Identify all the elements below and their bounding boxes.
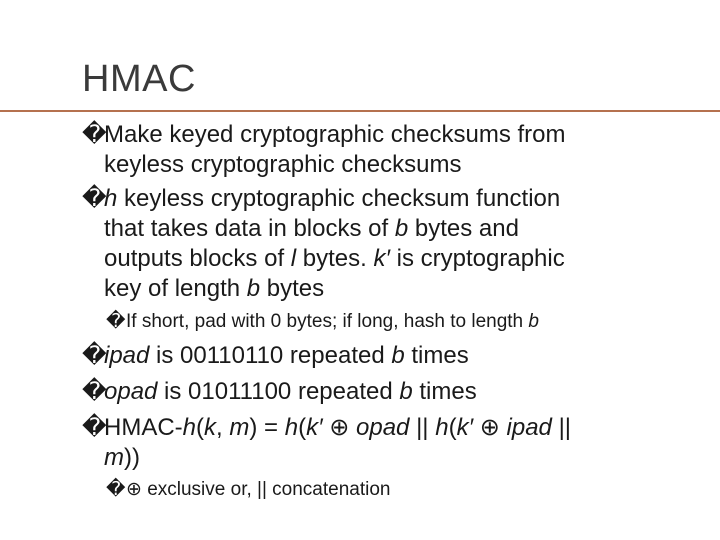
bullet-text: ||: [409, 414, 436, 441]
var-ipad: ipad: [104, 342, 150, 369]
var-k: k: [204, 414, 217, 441]
bullet-opad: [82, 377, 477, 407]
xor-symbol: ⊕: [126, 479, 142, 500]
var-b: b: [399, 378, 413, 405]
var-ipad: ipad: [506, 414, 552, 441]
bullet-text: )): [124, 444, 140, 471]
bullet-text: (: [196, 414, 205, 441]
var-opad: opad: [104, 378, 158, 405]
bullet-text: bytes.: [296, 245, 374, 272]
var-b: b: [394, 215, 409, 242]
var-h: h: [182, 414, 197, 441]
bullet-text: keyless cryptographic checksums: [104, 151, 462, 178]
bullet-text: bytes and: [408, 215, 519, 242]
var-h: h: [435, 414, 449, 441]
bullet-text: ||: [551, 414, 572, 441]
var-b: b: [246, 275, 261, 302]
subbullet-padding: [106, 310, 539, 334]
title-rule: [0, 110, 720, 112]
bullet-text: ,: [216, 414, 230, 441]
bullet-text: ) =: [249, 414, 285, 441]
bullet-marker: �: [106, 479, 126, 500]
subbullet-legend: [106, 478, 391, 502]
bullet-text: that takes data in blocks of: [104, 215, 395, 242]
bullet-text: times: [404, 342, 469, 369]
bullet-text: bytes: [260, 275, 325, 302]
bullet-text: outputs blocks of: [104, 245, 291, 272]
bullet-marker: �: [82, 414, 107, 441]
var-l: l: [290, 245, 297, 272]
bullet-text: is 01011100 repeated: [157, 378, 400, 405]
bullet-text: (: [298, 414, 307, 441]
bullet-text: is cryptographic: [390, 245, 565, 272]
var-m: m: [229, 414, 250, 441]
var-k-prime: k′: [373, 245, 390, 272]
var-opad: opad: [356, 414, 410, 441]
bullet-text: Make keyed cryptographic checksums from: [104, 121, 566, 148]
var-h: h: [284, 414, 299, 441]
bullet-text: (: [448, 414, 457, 441]
bullet-marker: �: [82, 378, 107, 405]
bullet-text: key of length: [104, 275, 247, 302]
bullet-ipad: [82, 341, 469, 371]
var-k-prime: k′: [456, 414, 474, 441]
bullet-text: HMAC-: [104, 414, 183, 441]
bullet-marker: �: [82, 342, 107, 369]
bullet-h-definition: [82, 184, 565, 304]
bullet-marker: �: [82, 185, 107, 212]
bullet-marker: �: [106, 311, 126, 332]
var-b: b: [528, 311, 539, 332]
bullet-text: is 00110110 repeated: [149, 342, 392, 369]
bullet-marker: �: [82, 121, 107, 148]
xor-symbol: ⊕: [322, 414, 357, 441]
bullet-text: If short, pad with 0 bytes; if long, hash to length: [126, 311, 529, 332]
bullet-text: exclusive or, || concatenation: [141, 479, 391, 500]
slide-title: HMAC: [82, 58, 196, 100]
var-m: m: [104, 444, 124, 471]
bullet-text: keyless cryptographic checksum function: [117, 185, 561, 212]
bullet-hmac-formula: [82, 413, 571, 473]
xor-symbol: ⊕: [473, 414, 507, 441]
var-b: b: [391, 342, 405, 369]
var-k-prime: k′: [306, 414, 323, 441]
bullet-text: times: [412, 378, 477, 405]
bullet-keyed-checksums: [82, 120, 566, 180]
var-h: h: [104, 185, 118, 212]
